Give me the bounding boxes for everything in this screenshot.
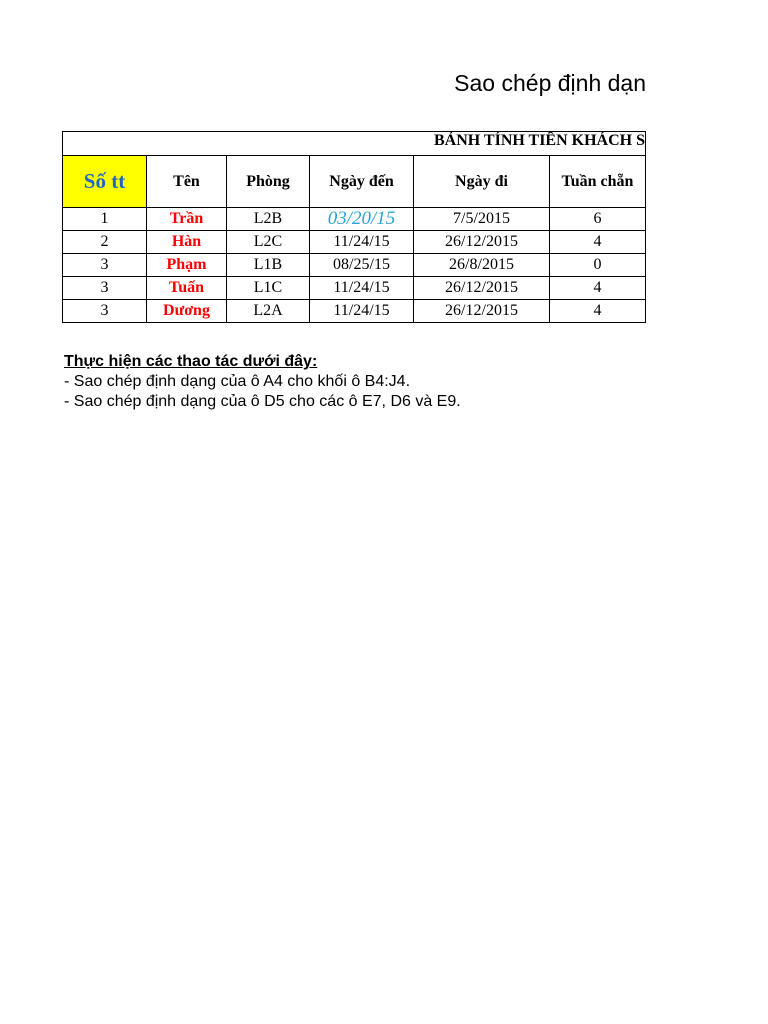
table-header-row	[63, 156, 646, 208]
cell-stt[interactable]: 3	[63, 300, 147, 323]
cell-weeks[interactable]: 4	[550, 300, 646, 323]
header-departure-date[interactable]: Ngày đi	[414, 156, 550, 208]
cell-name[interactable]: Dương	[147, 300, 227, 323]
table-row	[63, 208, 646, 231]
table-row	[63, 277, 646, 300]
cell-room[interactable]: L2B	[227, 208, 310, 231]
cell-arrival-date[interactable]: 11/24/15	[310, 300, 414, 323]
cell-room[interactable]: L1B	[227, 254, 310, 277]
cell-arrival-date[interactable]: 11/24/15	[310, 277, 414, 300]
header-name[interactable]: Tên	[147, 156, 227, 208]
cell-arrival-date[interactable]: 08/25/15	[310, 254, 414, 277]
cell-name[interactable]: Hàn	[147, 231, 227, 254]
cell-weeks[interactable]: 6	[550, 208, 646, 231]
cell-weeks[interactable]: 4	[550, 231, 646, 254]
cell-stt[interactable]: 1	[63, 208, 147, 231]
cell-departure-date[interactable]: 26/8/2015	[414, 254, 550, 277]
instructions	[64, 352, 461, 412]
cell-departure-date[interactable]: 26/12/2015	[414, 300, 550, 323]
header-weeks[interactable]: Tuần chẵn	[550, 156, 646, 208]
header-stt[interactable]: Số tt	[63, 156, 147, 208]
cell-weeks[interactable]: 0	[550, 254, 646, 277]
table-row	[63, 300, 646, 323]
cell-name[interactable]: Trần	[147, 208, 227, 231]
cell-name[interactable]: Phạm	[147, 254, 227, 277]
cell-stt[interactable]: 2	[63, 231, 147, 254]
cell-weeks[interactable]: 4	[550, 277, 646, 300]
cell-room[interactable]: L2C	[227, 231, 310, 254]
table-row	[63, 254, 646, 277]
cell-arrival-date[interactable]: 03/20/15	[310, 208, 414, 231]
table-caption[interactable]: BẢNH TÍNH TIỀN KHÁCH S	[63, 132, 646, 156]
data-table	[62, 131, 646, 323]
cell-room[interactable]: L1C	[227, 277, 310, 300]
cell-name[interactable]: Tuấn	[147, 277, 227, 300]
cell-room[interactable]: L2A	[227, 300, 310, 323]
cell-arrival-date[interactable]: 11/24/15	[310, 231, 414, 254]
instruction-item: - Sao chép định dạng của ô D5 cho các ô E7, D6 và E9.	[64, 393, 461, 410]
cell-departure-date[interactable]: 26/12/2015	[414, 277, 550, 300]
header-arrival-date[interactable]: Ngày đến	[310, 156, 414, 208]
table-row	[63, 231, 646, 254]
cell-departure-date[interactable]: 26/12/2015	[414, 231, 550, 254]
header-room[interactable]: Phòng	[227, 156, 310, 208]
cell-departure-date[interactable]: 7/5/2015	[414, 208, 550, 231]
table-caption-row	[63, 132, 646, 156]
instructions-heading: Thực hiện các thao tác dưới đây:	[64, 353, 318, 370]
cell-stt[interactable]: 3	[63, 277, 147, 300]
page-title: Sao chép định dạn	[454, 70, 646, 96]
instruction-item: - Sao chép định dạng của ô A4 cho khối ô B4:J4.	[64, 373, 411, 390]
cell-stt[interactable]: 3	[63, 254, 147, 277]
